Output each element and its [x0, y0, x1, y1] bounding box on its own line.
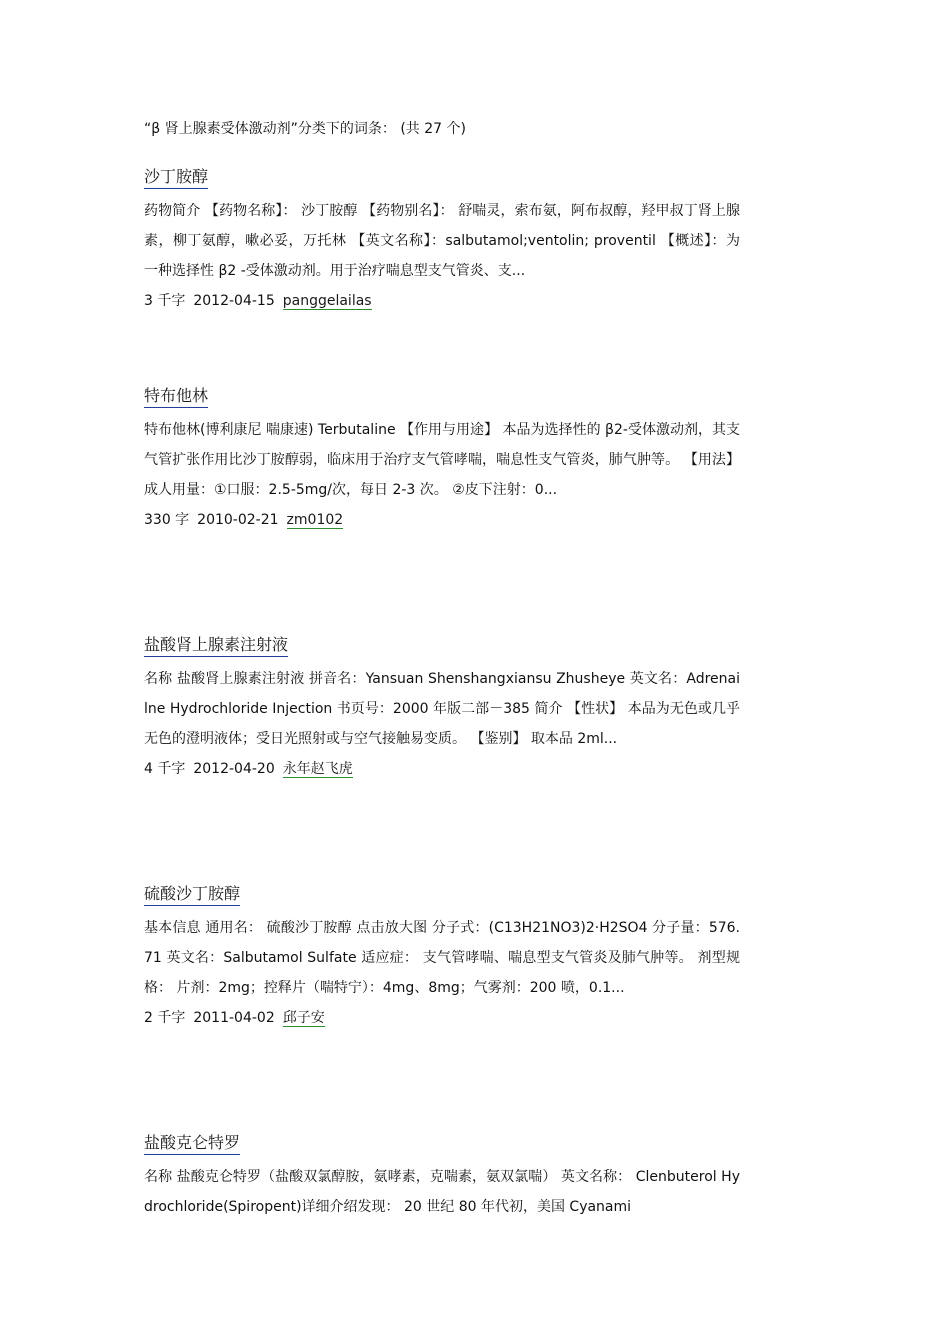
- entry-summary: 药物简介 【药物名称】： 沙丁胺醇 【药物别名】： 舒喘灵，索布氨，阿布叔醇，羟甲叔丁肾上腺素，柳丁氨醇，嗽必妥，万托林 【英文名称】：salbutamol;ventolin; proventil 【概述】：为一种选择性 β2 -受体激动剂。用于治疗喘息型支气管炎、支...: [144, 203, 740, 279]
- entry-author-link[interactable]: 永年赵飞虎: [282, 761, 353, 777]
- entry-size: 3 千字: [144, 293, 186, 309]
- entry-summary: 特布他林(博利康尼 喘康速) Terbutaline 【作用与用途】 本品为选择性的 β2-受体激动剂，其支气管扩张作用比沙丁胺醇弱，临床用于治疗支气管哮喘，喘息性支气管炎，肺气肿等。 【用法】 成人用量：①口服：2.5-5mg/次，每日 2-3 次。 ②皮下注射：0...: [144, 422, 740, 498]
- entry-summary: 名称 盐酸肾上腺素注射液 拼音名：Yansuan Shenshangxiansu Zhusheye 英文名：Adrenailne Hydrochloride Injection 书页号：2000 年版二部－385 简介 【性状】 本品为无色或几乎无色的澄明液体；受日光照射或与空气接触易变质。 【鉴别】 取本品 2ml...: [144, 671, 740, 747]
- entry-summary: 基本信息 通用名： 硫酸沙丁胺醇 点击放大图 分子式：(C13H21NO3)2·H2SO4 分子量：576.71 英文名：Salbutamol Sulfate 适应症： 支气管哮喘、喘息型支气管炎及肺气肿等。 剂型规格： 片剂：2mg；控释片（喘特宁）：4mg、8mg；气雾剂：200 喷，0.1...: [144, 920, 740, 996]
- entry-meta: [144, 1003, 740, 1033]
- entry-author-link[interactable]: panggelailas: [282, 293, 372, 309]
- entry-author-link[interactable]: 邱子安: [282, 1010, 325, 1026]
- entry-item: [144, 883, 740, 1033]
- entry-date: 2011-04-02: [193, 1010, 275, 1026]
- entry-item: [144, 1132, 740, 1222]
- entry-date: 2010-02-21: [197, 512, 279, 528]
- entry-size: 330 字: [144, 512, 190, 528]
- entry-title-link[interactable]: 沙丁胺醇: [144, 166, 208, 189]
- entry-item: [144, 166, 740, 316]
- entry-title-link[interactable]: 盐酸克仑特罗: [144, 1132, 240, 1155]
- entry-author-link[interactable]: zm0102: [286, 512, 344, 528]
- entry-meta: [144, 505, 740, 535]
- entry-title-link[interactable]: 盐酸肾上腺素注射液: [144, 634, 288, 657]
- entry-meta: [144, 754, 740, 784]
- entry-title-link[interactable]: 特布他林: [144, 385, 208, 408]
- category-header: “β 肾上腺素受体激动剂”分类下的词条： (共 27 个): [144, 121, 466, 137]
- entry-size: 2 千字: [144, 1010, 186, 1026]
- entry-item: [144, 385, 740, 535]
- entry-date: 2012-04-20: [193, 761, 275, 777]
- entry-date: 2012-04-15: [193, 293, 275, 309]
- entry-summary: 名称 盐酸克仑特罗（盐酸双氯醇胺，氨哮素，克喘素，氨双氯喘） 英文名称： Clenbuterol Hydrochloride(Spiropent)详细介绍发现： 20 世纪 80 年代初，美国 Cyanami: [144, 1169, 740, 1215]
- entry-meta: [144, 286, 740, 316]
- entry-size: 4 千字: [144, 761, 186, 777]
- entry-item: [144, 634, 740, 784]
- entry-title-link[interactable]: 硫酸沙丁胺醇: [144, 883, 240, 906]
